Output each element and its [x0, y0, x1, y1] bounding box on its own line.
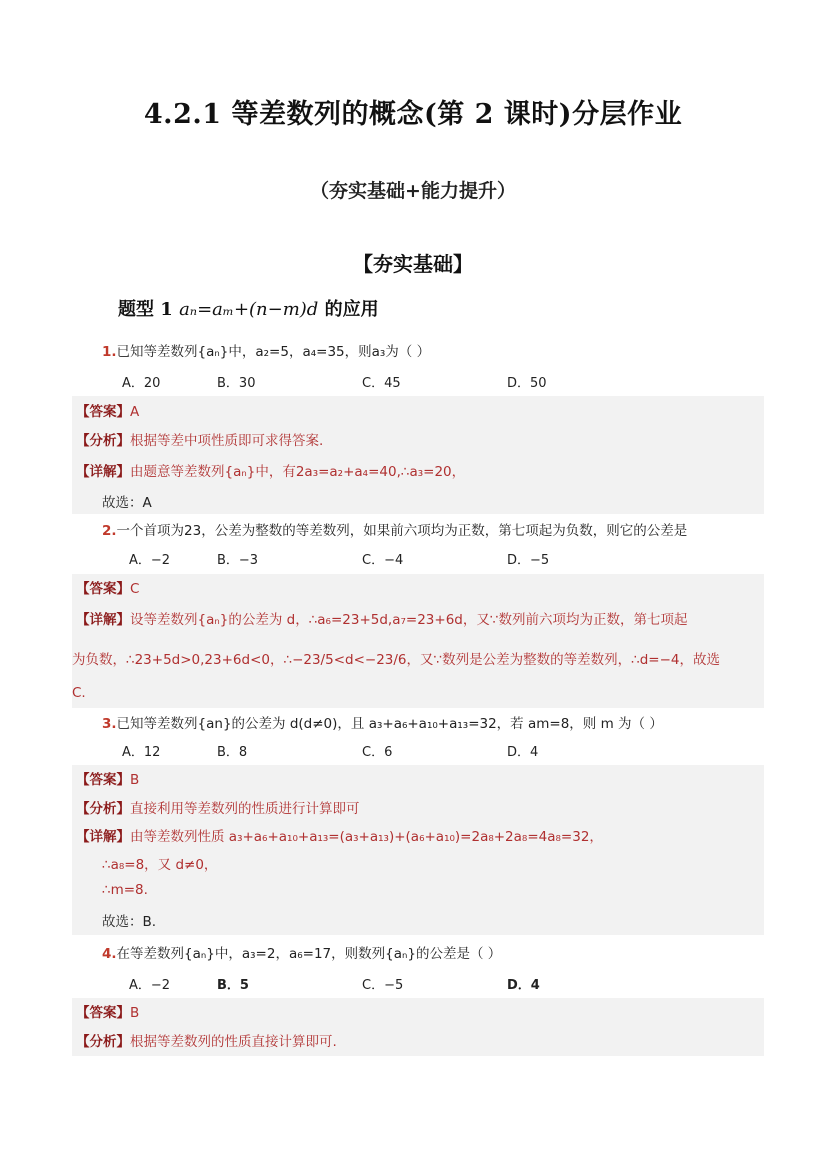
answer-line [76, 577, 139, 597]
answer-value: C [130, 581, 140, 597]
section-heading: 【夯实基础】 [353, 252, 473, 276]
option-a: A．20 [122, 376, 161, 391]
option-a: A．−2 [129, 553, 171, 568]
answer-value: B [130, 1005, 140, 1021]
question-text: 在等差数列{aₙ}中，a₃=2，a₆=17，则数列{aₙ}的公差是（ ） [116, 946, 502, 962]
question-1 [102, 340, 430, 360]
detail-tag: 【详解】 [76, 612, 130, 628]
answer-tag: 【答案】 [76, 581, 130, 597]
question-text: 已知等差数列{aₙ}中，a₂=5，a₄=35，则a₃为（ ） [116, 344, 431, 360]
detail-text-continued: 为负数，∴23+5d>0,23+6d<0，∴−23/5<d<−23/6，又∵数列是公差为整数的等差数列，∴d=−4，故选 [72, 652, 720, 668]
page-subtitle: （夯实基础+能力提升） [310, 180, 516, 202]
analysis-line [76, 797, 360, 817]
answer-line [76, 768, 139, 788]
answer-line [76, 1001, 139, 1021]
question-text: 已知等差数列{an}的公差为 d(d≠0)，且 a₃+a₆+a₁₀+a₁₃=32，若 am=8，则 m 为（ ） [116, 716, 663, 732]
detail-text: 由等差数列性质 a₃+a₆+a₁₀+a₁₃=(a₃+a₁₃)+(a₆+a₁₀)=2a₈+2a₈=4a₈=32， [130, 829, 603, 845]
question-number: 2. [102, 523, 117, 539]
option-a: A．−2 [129, 978, 171, 993]
analysis-line [76, 429, 323, 449]
detail-line [76, 460, 465, 480]
option-a: A．12 [122, 745, 161, 760]
answer-tag: 【答案】 [76, 772, 130, 788]
question-3 [102, 712, 663, 732]
detail-conclusion: 故选：A [102, 495, 152, 511]
option-b: B．8 [217, 745, 248, 760]
question-number: 4. [102, 946, 117, 962]
option-c: C．45 [362, 376, 401, 391]
detail-text-end: C. [72, 685, 86, 701]
answer-tag: 【答案】 [76, 1005, 130, 1021]
question-type-heading [118, 295, 379, 321]
answer-value: B [130, 772, 140, 788]
solution-box [72, 765, 764, 935]
detail-tag: 【详解】 [76, 464, 130, 480]
option-b: B．−3 [217, 553, 259, 568]
question-number: 1. [102, 344, 117, 360]
option-b: B．30 [217, 376, 256, 391]
detail-text: 由题意等差数列{aₙ}中，有2a₃=a₂+a₄=40,∴a₃=20， [130, 464, 466, 480]
option-c: C．−4 [362, 553, 404, 568]
question-2 [102, 519, 687, 539]
question-4 [102, 942, 501, 962]
solution-box [72, 574, 764, 708]
detail-step: ∴m=8. [102, 882, 148, 898]
option-d: D．50 [507, 376, 547, 391]
analysis-text: 直接利用等差数列的性质进行计算即可 [130, 801, 360, 817]
option-b: B．5 [217, 978, 249, 993]
analysis-tag: 【分析】 [76, 801, 130, 817]
analysis-tag: 【分析】 [76, 1034, 130, 1050]
detail-tag: 【详解】 [76, 829, 130, 845]
detail-step: ∴a₈=8，又 d≠0， [102, 857, 218, 873]
question-number: 3. [102, 716, 117, 732]
option-c: C．−5 [362, 978, 404, 993]
analysis-text: 根据等差数列的性质直接计算即可. [130, 1034, 337, 1050]
qtype-suffix: 的应用 [318, 299, 379, 320]
qtype-prefix: 题型 1 [118, 299, 180, 320]
detail-conclusion: 故选：B. [102, 914, 157, 930]
page-title: 4.2.1 等差数列的概念(第 2 课时)分层作业 [143, 99, 683, 130]
analysis-text: 根据等差中项性质即可求得答案. [130, 433, 324, 449]
option-c: C．6 [362, 745, 393, 760]
analysis-tag: 【分析】 [76, 433, 130, 449]
detail-line [76, 608, 687, 628]
option-d: D．−5 [507, 553, 550, 568]
solution-box [72, 396, 764, 514]
qtype-formula: aₙ=aₘ+(n−m)d [179, 299, 319, 320]
analysis-line [76, 1030, 337, 1050]
answer-line [76, 400, 139, 420]
question-text: 一个首项为23，公差为整数的等差数列，如果前六项均为正数，第七项起为负数，则它的公差是 [116, 523, 688, 539]
detail-text: 设等差数列{aₙ}的公差为 d，∴a₆=23+5d,a₇=23+6d，又∵数列前六项均为正数，第七项起 [130, 612, 688, 628]
option-d: D．4 [507, 978, 540, 993]
answer-value: A [130, 404, 140, 420]
option-d: D．4 [507, 745, 539, 760]
detail-line [76, 825, 603, 845]
answer-tag: 【答案】 [76, 404, 130, 420]
